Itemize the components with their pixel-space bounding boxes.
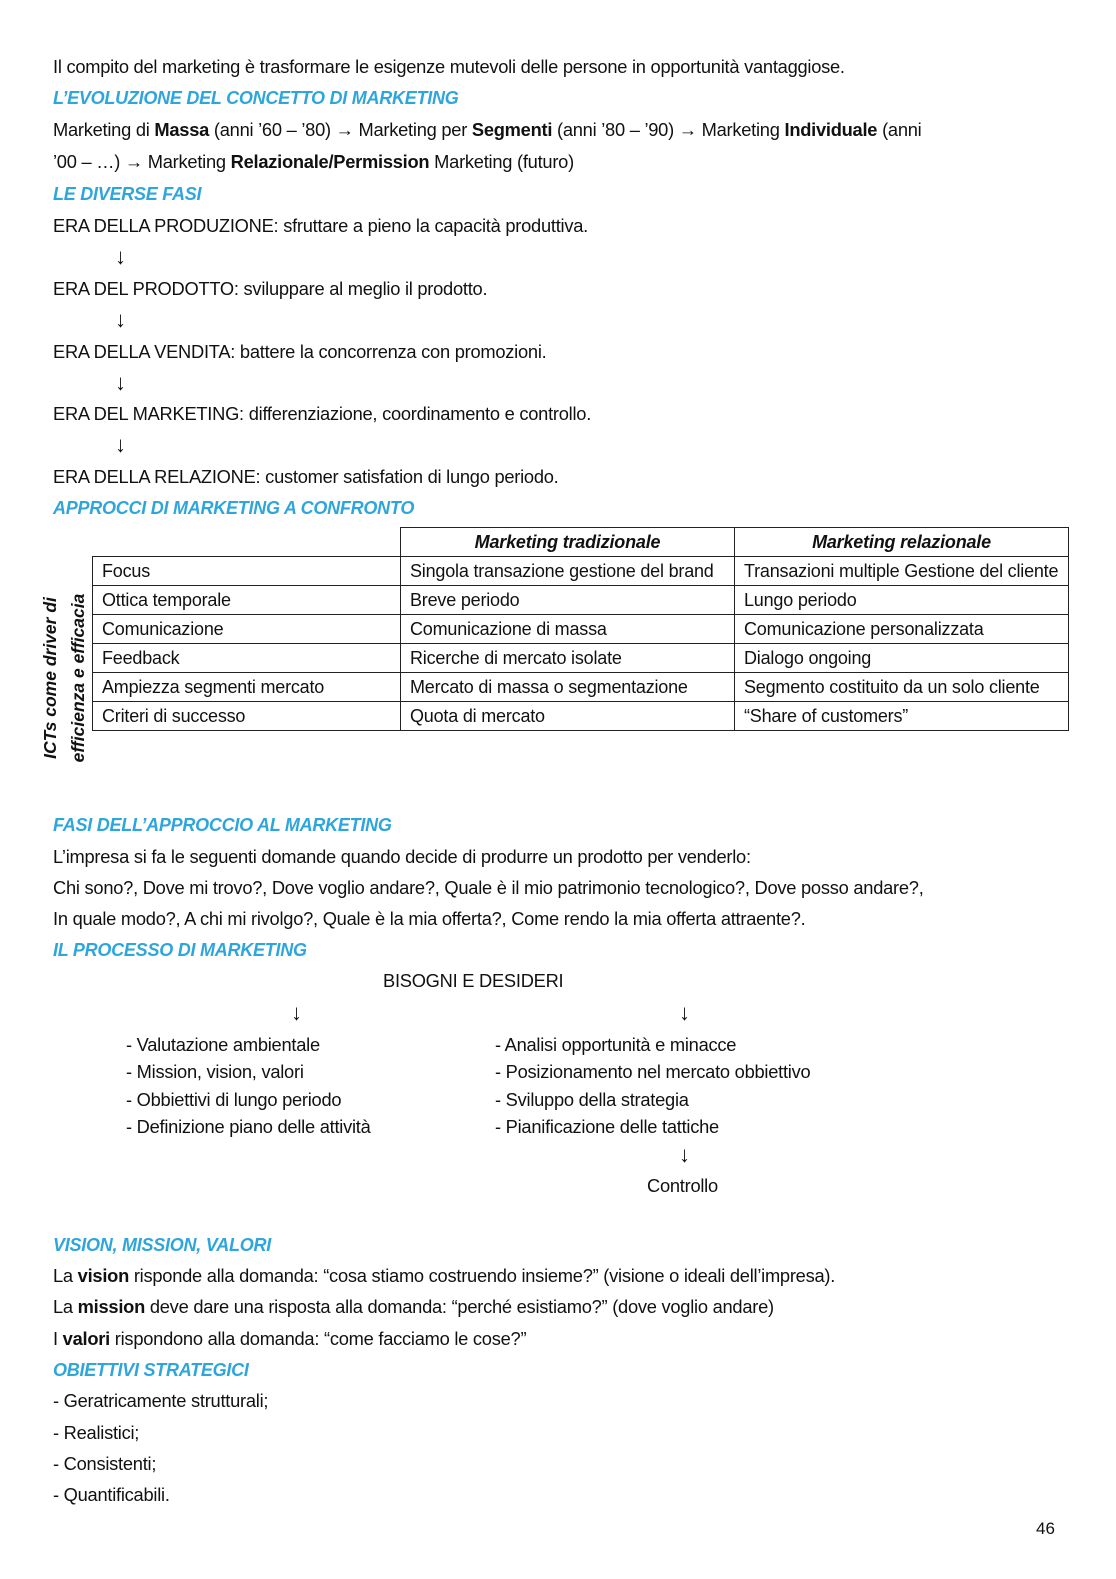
heading-approcci: APPROCCI DI MARKETING A CONFRONTO [53, 498, 415, 518]
text: Marketing di [53, 119, 155, 140]
bold-text: Massa [154, 119, 210, 140]
bold-text: valori [62, 1328, 110, 1349]
era-item: ERA DEL PRODOTTO: sviluppare al meglio il prodotto. [53, 278, 488, 299]
heading-vision: VISION, MISSION, VALORI [53, 1235, 271, 1255]
obiettivo-item: - Quantificabili. [53, 1484, 170, 1505]
table-row [93, 673, 1069, 702]
cell: Dialogo ongoing [735, 644, 1069, 673]
text: (anni ’80 – ’90) → Marketing [552, 119, 785, 140]
text: deve dare una risposta alla domanda: “perché esistiamo?” (dove voglio andare) [145, 1296, 774, 1317]
obiettivo-item: - Realistici; [53, 1422, 140, 1443]
mission-line [53, 1295, 774, 1319]
cell: Criteri di successo [93, 702, 401, 731]
heading-fasi-approccio: FASI DELL’APPROCCIO AL MARKETING [53, 815, 392, 835]
down-arrow-icon: ↓ [115, 432, 126, 457]
cell: Segmento costituito da un solo cliente [735, 673, 1069, 702]
empty-header [93, 528, 401, 557]
column-header: Marketing tradizionale [401, 528, 735, 557]
cell: Ottica temporale [93, 586, 401, 615]
fasi-text: In quale modo?, A chi mi rivolgo?, Quale è la mia offerta?, Come rendo la mia offerta attraente?. [53, 908, 806, 929]
obiettivo-item: - Consistenti; [53, 1453, 157, 1474]
text: (anni ’60 – ’80) → Marketing per [209, 119, 472, 140]
processo-bottom: Controllo [647, 1175, 718, 1196]
down-arrow-icon: ↓ [679, 1000, 690, 1025]
bold-text: mission [77, 1296, 146, 1317]
table-row [93, 586, 1069, 615]
text: risponde alla domanda: “cosa stiamo costruendo insieme?” (visione o ideali dell’impresa). [129, 1265, 836, 1286]
table-row [93, 557, 1069, 586]
text: La [53, 1265, 78, 1286]
cell: Comunicazione personalizzata [735, 615, 1069, 644]
heading-obiettivi: OBIETTIVI STRATEGICI [53, 1360, 249, 1380]
fasi-text: Chi sono?, Dove mi trovo?, Dove voglio andare?, Quale è il mio patrimonio tecnologico?, Dove posso andare?, [53, 877, 924, 898]
processo-right-item: - Analisi opportunità e minacce [495, 1034, 737, 1055]
table-row [93, 644, 1069, 673]
cell: Ampiezza segmenti mercato [93, 673, 401, 702]
evoluzione-line-1 [53, 118, 921, 142]
heading-processo: IL PROCESSO DI MARKETING [53, 940, 307, 960]
table-side-label: ICTs come driver di efficienza e efficacia [40, 593, 88, 763]
text: ’00 – …) → Marketing [53, 151, 231, 172]
era-item: ERA DELLA PRODUZIONE: sfruttare a pieno la capacità produttiva. [53, 215, 588, 236]
cell: Quota di mercato [401, 702, 735, 731]
cell: Lungo periodo [735, 586, 1069, 615]
cell: Feedback [93, 644, 401, 673]
processo-right-item: - Pianificazione delle tattiche [495, 1116, 719, 1137]
comparison-table [92, 527, 1069, 731]
down-arrow-icon: ↓ [115, 370, 126, 395]
vision-line [53, 1264, 835, 1288]
page-number: 46 [1036, 1519, 1055, 1538]
cell: Comunicazione [93, 615, 401, 644]
text: Marketing (futuro) [429, 151, 574, 172]
table-row [93, 702, 1069, 731]
bold-text: Individuale [784, 119, 878, 140]
cell: Mercato di massa o segmentazione [401, 673, 735, 702]
processo-right-item: - Posizionamento nel mercato obbiettivo [495, 1061, 811, 1082]
text: La [53, 1296, 78, 1317]
processo-top: BISOGNI E DESIDERI [383, 970, 564, 991]
processo-right-item: - Sviluppo della strategia [495, 1089, 689, 1110]
cell: Comunicazione di massa [401, 615, 735, 644]
processo-left-item: - Definizione piano delle attività [126, 1116, 371, 1137]
bold-text: Segmenti [471, 119, 553, 140]
bold-text: vision [77, 1265, 129, 1286]
text: rispondono alla domanda: “come facciamo le cose?” [109, 1328, 527, 1349]
processo-left-item: - Obbiettivi di lungo periodo [126, 1089, 342, 1110]
intro-text: Il compito del marketing è trasformare le esigenze mutevoli delle persone in opportunità vantaggiose. [53, 56, 845, 77]
down-arrow-icon: ↓ [291, 1000, 302, 1025]
cell: Transazioni multiple Gestione del cliente [735, 557, 1069, 586]
text: (anni [877, 119, 922, 140]
era-item: ERA DELLA VENDITA: battere la concorrenza con promozioni. [53, 341, 547, 362]
era-item: ERA DEL MARKETING: differenziazione, coordinamento e controllo. [53, 403, 592, 424]
cell: Breve periodo [401, 586, 735, 615]
column-header: Marketing relazionale [735, 528, 1069, 557]
era-item: ERA DELLA RELAZIONE: customer satisfation di lungo periodo. [53, 466, 559, 487]
heading-evoluzione: L’EVOLUZIONE DEL CONCETTO DI MARKETING [53, 88, 459, 108]
cell: Focus [93, 557, 401, 586]
down-arrow-icon: ↓ [115, 244, 126, 269]
table-header-row [93, 528, 1069, 557]
cell: “Share of customers” [735, 702, 1069, 731]
obiettivo-item: - Geratricamente strutturali; [53, 1390, 269, 1411]
bold-text: Relazionale/Permission [230, 151, 430, 172]
text: I [53, 1328, 63, 1349]
cell: Singola transazione gestione del brand [401, 557, 735, 586]
heading-fasi: LE DIVERSE FASI [53, 184, 202, 204]
valori-line [53, 1327, 526, 1351]
down-arrow-icon: ↓ [679, 1142, 690, 1167]
processo-left-item: - Mission, vision, valori [126, 1061, 304, 1082]
fasi-text: L’impresa si fa le seguenti domande quando decide di produrre un prodotto per venderlo: [53, 846, 751, 867]
processo-left-item: - Valutazione ambientale [126, 1034, 320, 1055]
down-arrow-icon: ↓ [115, 307, 126, 332]
table-row [93, 615, 1069, 644]
evoluzione-line-2 [53, 150, 574, 174]
cell: Ricerche di mercato isolate [401, 644, 735, 673]
